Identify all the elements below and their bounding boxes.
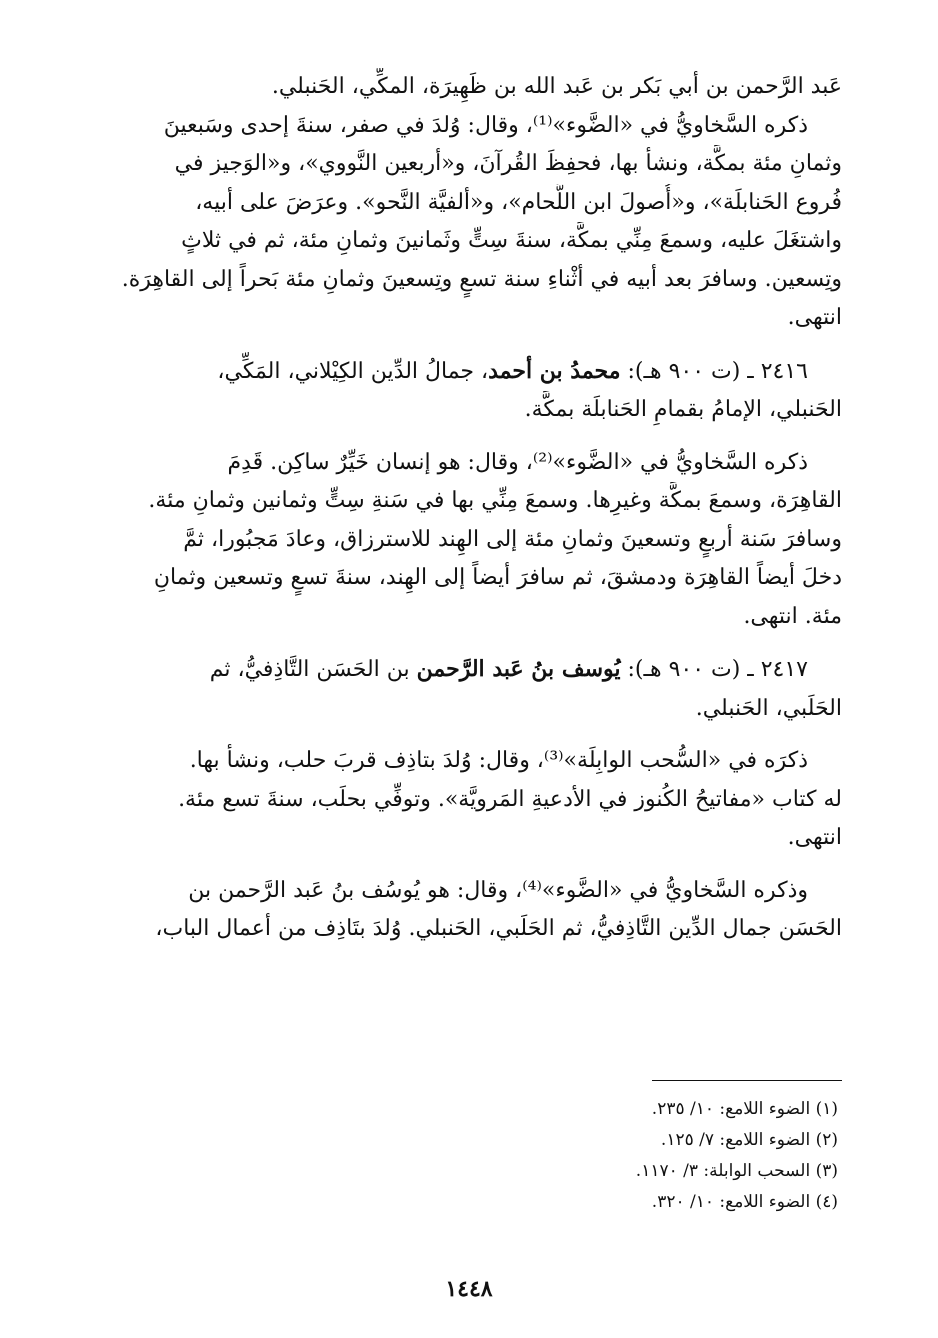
footnotes	[636, 1094, 838, 1218]
entry-number: ٢٤١٦ ـ (ت ٩٠٠ هـ):	[620, 358, 808, 384]
entry-heading-rest: بن الحَسَن التَّاذِفيُّ، ثم	[209, 657, 417, 682]
entry-heading-2417	[94, 650, 842, 690]
text-line: وذكره السَّخاويُّ في «الضَّوء»⁽⁴⁾، وقال: هو يُوسُف بنُ عَبد الرَّحمن بن	[188, 877, 808, 903]
entry-heading-2416	[94, 352, 842, 392]
text-line: وتِسعين. وسافرَ بعد أبيه في أثْناءِ سنة تسعٍ وتِسعينَ وثمانِ مئة بَحراً إلى القاهِرَة.	[121, 266, 842, 292]
entry-name: محمدُ بن أحمد	[488, 357, 621, 384]
text-line: وثمانِ مئة بمكَّة، ونشأ بها، فحفِظَ القُرآنَ، و«أربعين النَّووي»، و«الوَجيز في	[174, 151, 842, 176]
text-line: مئة. انتهى.	[743, 603, 842, 629]
entry-name: يُوسف بنُ عَبد الرَّحمن	[416, 656, 621, 682]
text-line: ذكرَه في «السُّحب الوابِلَة»⁽³⁾، وقال: وُلدَ بتاذِف قربَ حلب، ونشأ بها.	[189, 748, 808, 773]
text-line: دخلَ أيضاً القاهِرَة ودمشقَ، ثم سافرَ أيضاً إلى الهِند، سنةَ تسعٍ وتسعين وثمانِ	[153, 565, 842, 590]
entry-continuation-title: عَبد الرَّحمن بن أبي بَكر بن عَبد الله بن ظَهِيرَة، المكِّي، الحَنبلي.	[271, 74, 842, 99]
footnote: (٣) السحب الوابلة: ٣/ ١١٧٠.	[635, 1161, 838, 1181]
footnote: (١) الضوء اللامع: ١٠/ ٢٣٥.	[651, 1099, 838, 1119]
entry-number: ٢٤١٧ ـ (ت ٩٠٠ هـ):	[620, 657, 808, 682]
footnote: (٢) الضوء اللامع: ٧/ ١٢٥.	[660, 1130, 838, 1150]
text-line: القاهِرَة، وسمعَ بمكَّة وغيرِها. وسمعَ مِنِّي بها في سَنةِ سِتٍّ وثمانين وثمانِ مئة.	[148, 488, 842, 513]
entry-heading-line: الحَلَبي، الحَنبلي.	[695, 695, 842, 721]
text-line: انتهى.	[787, 825, 842, 850]
text-line: انتهى.	[787, 305, 842, 330]
page-number: ١٤٤٨	[445, 1276, 493, 1302]
footnote: (٤) الضوء اللامع: ١٠/ ٣٢٠.	[651, 1192, 838, 1212]
text-line: فُروع الحَنابلَة»، و«أُصولَ ابن اللَّحام»، و«ألفيَّة النَّحو». وعرَضَ على أبيه،	[195, 189, 842, 215]
entry-heading-rest: ، جمالُ الدِّين الكِيْلاني، المَكِّي،	[217, 358, 489, 384]
text-line: واشتغَلَ عليه، وسمعَ مِنِّي بمكَّة، سنةَ سِتٍّ وثَمانينَ وثمانِ مئة، ثم في ثلاثٍ	[181, 228, 842, 253]
text-line: وسافرَ سَنة أربعٍ وتسعينَ وثمانِ مئة إلى الهِند للاسترزاق، وعادَ مَجبُورا، ثمَّ	[183, 526, 842, 552]
text-line: الحَسَن جمال الدِّين التَّاذِفيُّ، ثم الحَلَبي، الحَنبلي. وُلدَ بتَاذِف من أعمال الباب،	[155, 916, 842, 941]
text-line: له كتاب «مفاتيحُ الكُنوز في الأدعيةِ المَرويَّة». وتوفِّي بحلَب، سنةَ تسع مئة.	[178, 786, 842, 812]
text-line: ذكره السَّخاويُّ في «الضَّوء»⁽¹⁾، وقال: وُلدَ في صفر، سنةَ إحدى وسَبعينَ	[163, 112, 808, 138]
entry-heading-line: الحَنبلي، الإمامُ بقمامِ الحَنابلَة بمكَّة.	[524, 397, 842, 422]
text-line: ذكره السَّخاويُّ في «الضَّوء»⁽²⁾، وقال: هو إنسان خَيِّرٌ ساكِن. قَدِمَ	[227, 449, 808, 475]
footnote-separator	[652, 1080, 842, 1081]
page-body	[94, 68, 842, 949]
